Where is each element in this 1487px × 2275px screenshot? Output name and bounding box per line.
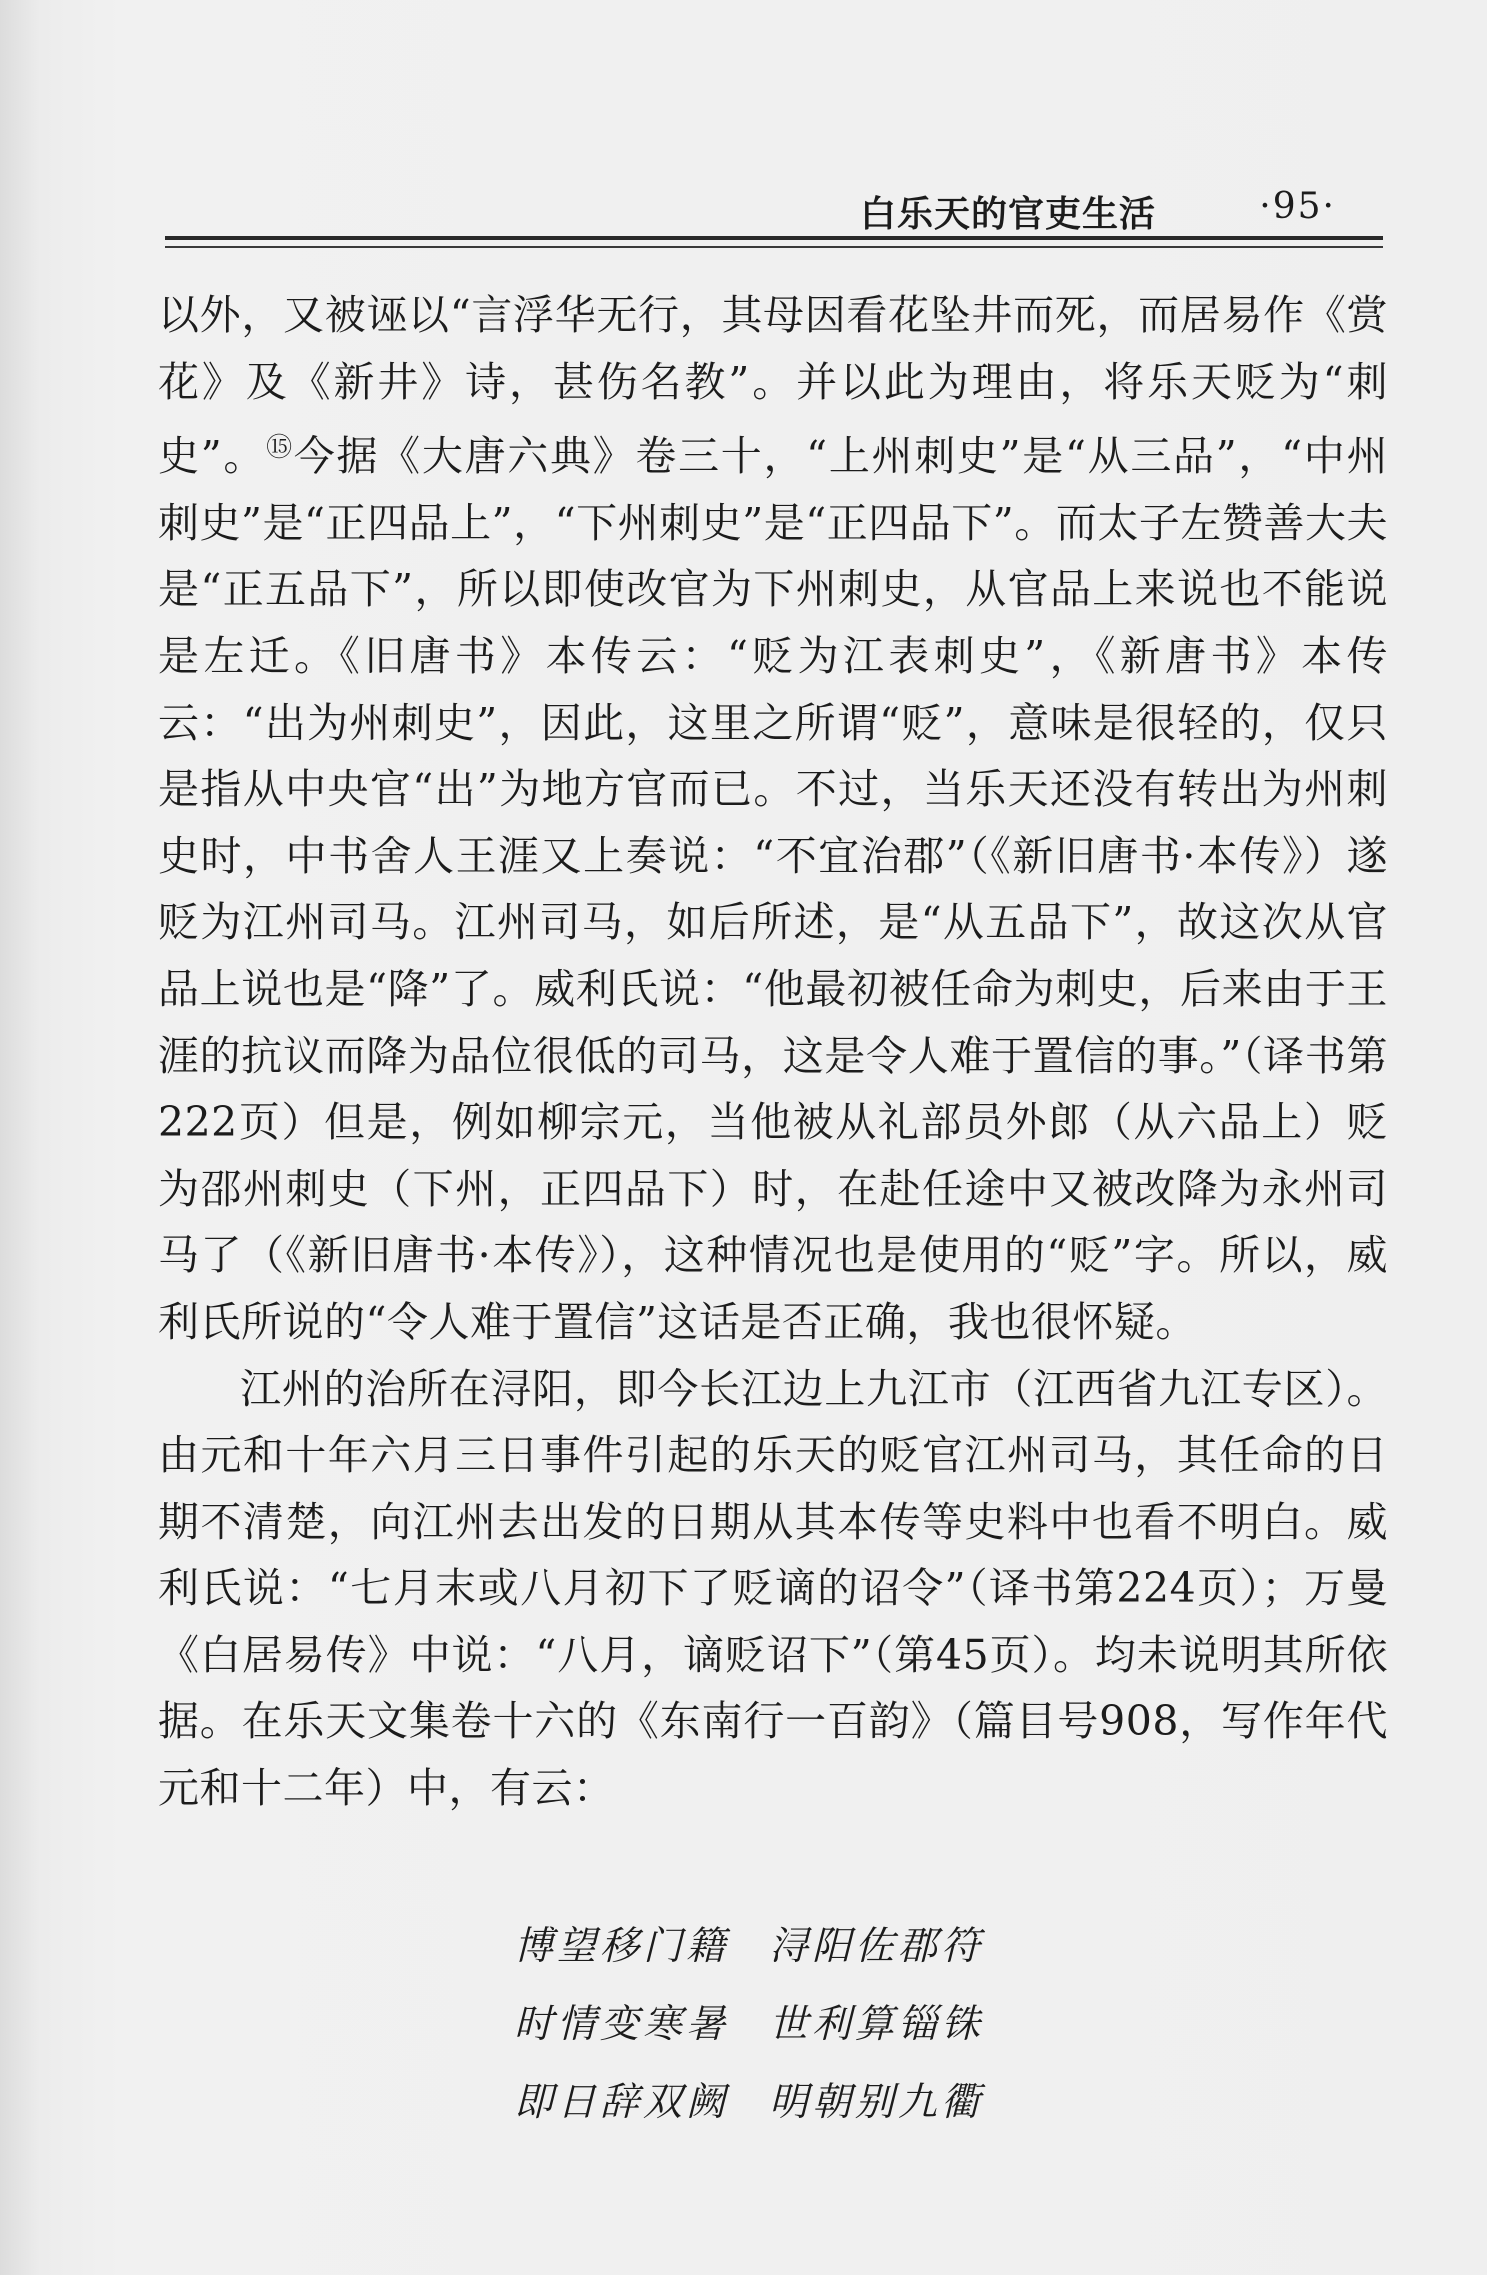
poem-line <box>514 1986 984 2064</box>
body-text <box>158 282 1388 1822</box>
poem-line-1-second: 浔阳佐郡符 <box>769 1924 985 1969</box>
running-header <box>160 178 1386 238</box>
footnote-marker-15: ⑮ <box>266 433 294 464</box>
poem-line <box>514 2064 984 2142</box>
header-rule-thick <box>165 236 1383 240</box>
poem-line-3-first: 即日辞双阙 <box>514 2080 730 2125</box>
page-number: ·95· <box>1259 186 1336 227</box>
poem-line-2-first: 时情变寒暑 <box>514 2002 730 2047</box>
running-header-title: 白乐天的官吏生活 <box>859 194 1156 235</box>
poem-line-3-second: 明朝别九衢 <box>769 2080 985 2125</box>
poem-line-2-second: 世利算锱铢 <box>769 2002 985 2047</box>
paragraph-1-text-b: 今据《大唐六典》卷三十，“上州刺史”是“从三品”，“中州刺史”是“正四品上”，“下州刺史”是“正四品下”。而太子左赞善大夫是“正五品下”，所以即使改官为下州刺史，从官品上来说也不能说是左迁。《旧唐书》本传云：“贬为江表刺史”，《新唐书》本传云：“出为州刺史”，因此，这里之所谓“贬”，意味是很轻的，仅只是指从中央官“出”为地方官而已。不过，当乐天还没有转出为州刺史时，中书舍人王涯又上奏说：“不宜治郡”（《新旧唐书·本传》）遂贬为江州司马。江州司马，如后所述，是“从五品下”，故这次从官品上说也是“降”了。威利氏说：“他最初被任命为刺史，后来由于王涯的抗议而降为品位很低的司马，这是令人难于置信的事。”（译书第222页）但是，例如柳宗元，当他被从礼部员外郎（从六品上）贬为邵州刺史（下州，正四品下）时，在赴任途中又被改降为永州司马了（《新旧唐书·本传》），这种情况也是使用的“贬”字。所以，威利氏所说的“令人难于置信”这话是否正确，我也很怀疑。 <box>158 432 1388 1346</box>
poem-line <box>514 1908 984 1986</box>
paragraph-2: 江州的治所在浔阳，即今长江边上九江市（江西省九江专区）。由元和十年六月三日事件引起的乐天的贬官江州司马，其任命的日期不清楚，向江州去出发的日期从其本传等史料中也看不明白。威利氏说：“七月末或八月初下了贬谪的诏令”（译书第224页）；万曼《白居易传》中说：“八月，谪贬诏下”（第45页）。均未说明其所依据。在乐天文集卷十六的《东南行一百韵》（篇目号908，写作年代元和十二年）中，有云： <box>158 1364 1388 1813</box>
poem-line-1-first: 博望移门籍 <box>514 1924 730 1969</box>
paragraph-1-text-a: 以外，又被诬以“言浮华无行，其母因看花坠井而死，而居易作《赏花》及《新井》诗，甚伤名教”。并以此为理由，将乐天贬为“刺史”。 <box>158 291 1388 481</box>
paragraph-1 <box>158 282 1388 1356</box>
poem-quote <box>514 1908 984 2142</box>
header-rule-thin <box>165 246 1383 248</box>
